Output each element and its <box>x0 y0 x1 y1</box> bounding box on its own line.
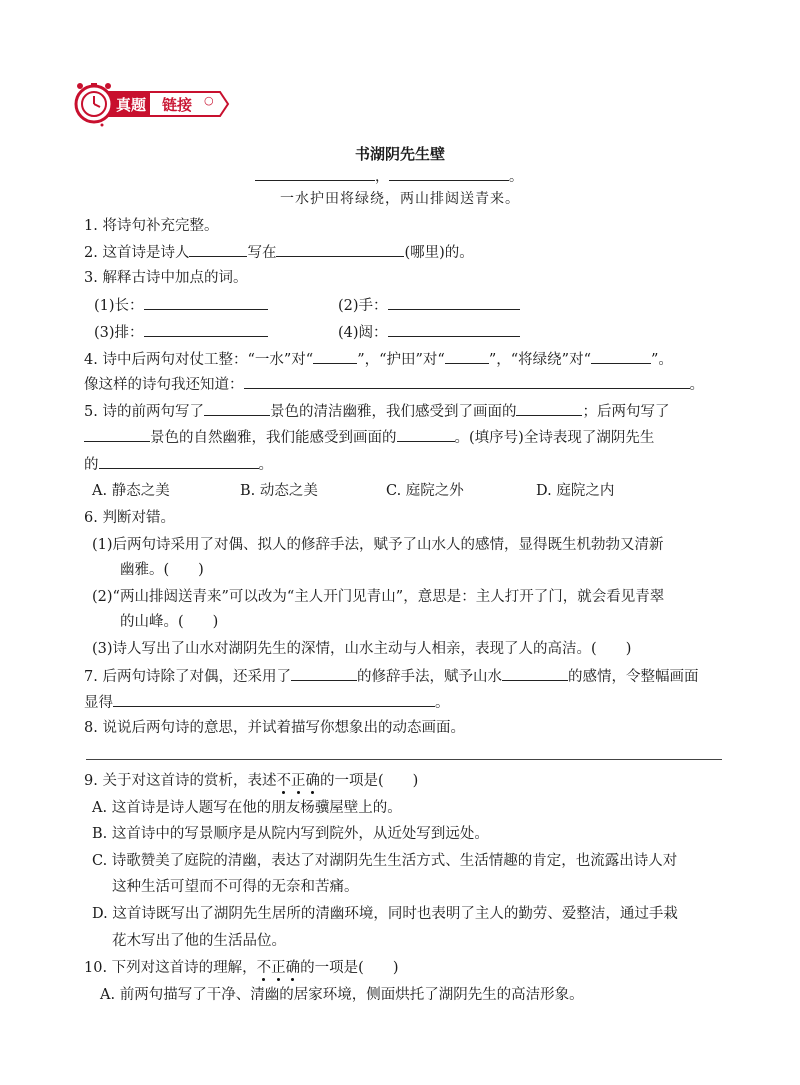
q3-item-4-label: (4)闼： <box>338 325 388 341</box>
q2-blank-poet[interactable] <box>189 242 247 257</box>
q9-option-d[interactable]: D. 这首诗既写出了湖阴先生居所的清幽环境，同时也表明了主人的勤劳、爱整洁，通过手栽 <box>92 906 678 922</box>
poem-blank-comma: ， <box>375 169 389 185</box>
q5-blank-2[interactable] <box>516 401 582 416</box>
question-5-line-3 <box>84 454 273 475</box>
q6-item-1-cont[interactable]: 幽雅。( ) <box>120 562 204 578</box>
q3-item-2 <box>338 295 520 316</box>
q10-text-a: 10. 下列对这首诗的理解， <box>84 960 257 976</box>
q9-option-a[interactable]: A. 这首诗是诗人题写在他的朋友杨骥屋壁上的。 <box>92 800 402 816</box>
q10-emphasis-char-1: 正 <box>271 960 286 976</box>
q5-text-c: ；后两句写了 <box>582 404 670 420</box>
q9-text-a: 9. 关于对这首诗的赏析，表述 <box>84 773 277 789</box>
question-6: 6. 判断对错。 <box>84 510 175 526</box>
question-7 <box>84 666 698 687</box>
q4-blank-1[interactable] <box>313 349 357 364</box>
q9-emphasis-char-1: 正 <box>290 773 306 789</box>
q7-text-a: 7. 后两句诗除了对偶，还采用了 <box>84 669 291 685</box>
q2-text-a: 2. 这首诗是诗人 <box>84 245 190 261</box>
poem-blank-1[interactable] <box>255 166 375 181</box>
q5-blank-3[interactable] <box>84 427 150 442</box>
poem-line-2: 一水护田将绿绕，两山排闼送青来。 <box>280 191 520 207</box>
q7-text-b: 的修辞手法，赋予山水 <box>356 669 502 685</box>
q4-text-c: ”，“将绿绕”对“ <box>488 352 591 368</box>
q6-item-2-cont[interactable]: 的山峰。( ) <box>120 614 219 630</box>
q4-text-f: 。 <box>689 377 704 393</box>
question-7-line-2 <box>84 692 450 713</box>
q4-blank-2[interactable] <box>445 349 489 364</box>
q3-item-2-label: (2)手： <box>338 298 388 314</box>
poem-blank-line <box>255 166 523 186</box>
q5-blank-1[interactable] <box>204 401 270 416</box>
q5-text-d: 景色的自然幽雅，我们能感受到画面的 <box>150 430 397 446</box>
badge-dot: ○ <box>204 94 214 107</box>
q10-text-b[interactable]: 的一项是( ) <box>300 960 399 976</box>
q7-text-e: 。 <box>435 695 450 711</box>
q2-blank-place[interactable] <box>276 242 404 257</box>
q9-option-d-cont: 花木写出了他的生活品位。 <box>112 933 286 949</box>
q9-text-b[interactable]: 的一项是( ) <box>319 773 419 789</box>
question-5-line-2 <box>84 427 654 448</box>
q3-item-3 <box>94 322 268 343</box>
poem-blank-2[interactable] <box>389 166 509 181</box>
q3-item-3-label: (3)排： <box>94 325 144 341</box>
q9-emphasis-char-2: 确 <box>305 773 320 789</box>
q5-text-a: 5. 诗的前两句写了 <box>84 404 204 420</box>
question-5 <box>84 401 669 422</box>
q8-answer-line[interactable] <box>86 759 722 760</box>
q3-blank-3[interactable] <box>144 322 268 337</box>
q7-blank-1[interactable] <box>291 666 357 681</box>
q5-text-e: 。(填序号)全诗表现了湖阴先生 <box>454 430 655 446</box>
q5-text-b: 景色的清洁幽雅，我们感受到了画面的 <box>269 404 517 420</box>
q4-text-e: 像这样的诗句我还知道： <box>84 377 244 393</box>
q9-emphasis-char-0: 不 <box>276 773 291 789</box>
q10-emphasis-char-2: 确 <box>285 960 301 976</box>
q5-text-g: 。 <box>258 457 273 473</box>
question-4 <box>84 349 673 370</box>
q7-blank-2[interactable] <box>502 666 568 681</box>
question-4-line-2 <box>84 374 704 395</box>
question-3: 3. 解释古诗中加点的词。 <box>84 270 248 286</box>
q9-option-c-cont: 这种生活可望而不可得的无奈和苦痛。 <box>112 879 359 895</box>
q3-blank-2[interactable] <box>388 295 520 310</box>
q6-item-1: (1)后两句诗采用了对偶、拟人的修辞手法，赋予了山水人的感情，显得既生机勃勃又清新 <box>92 537 664 553</box>
q2-text-b: 写在 <box>247 245 277 261</box>
q9-option-c[interactable]: C. 诗歌赞美了庭院的清幽，表达了对湖阴先生生活方式、生活情趣的肯定，也流露出诗人对 <box>92 853 678 869</box>
q10-emphasis <box>257 960 301 976</box>
q3-item-1-label: (1)长： <box>94 298 144 314</box>
q5-option-d[interactable]: D. 庭院之内 <box>536 483 615 499</box>
q5-text-f: 的 <box>84 457 99 473</box>
question-9 <box>84 771 418 791</box>
poem-title: 书湖阴先生壁 <box>354 145 445 163</box>
question-1: 1. 将诗句补充完整。 <box>84 218 219 234</box>
q4-text-d: ”。 <box>651 352 673 368</box>
q5-option-c[interactable]: C. 庭院之外 <box>386 483 464 499</box>
q9-option-b[interactable]: B. 这首诗中的写景顺序是从院内写到院外，从近处写到远处。 <box>92 826 489 842</box>
q3-blank-4[interactable] <box>388 322 520 337</box>
question-2 <box>84 242 474 263</box>
q6-item-2: (2)“两山排闼送青来”可以改为“主人开门见青山”，意思是：主人打开了门，就会看见青翠 <box>92 589 665 605</box>
q9-emphasis <box>276 773 320 789</box>
q6-item-3[interactable]: (3)诗人写出了山水对湖阴先生的深情，山水主动与人相亲，表现了人的高洁。( ) <box>92 641 632 657</box>
q4-text-a: 4. 诗中后两句对仗工整：“一水”对“ <box>84 352 314 368</box>
q3-item-4 <box>338 322 520 343</box>
q5-option-b[interactable]: B. 动态之美 <box>240 483 318 499</box>
q4-blank-example[interactable] <box>244 374 690 389</box>
q4-text-b: ”，“护田”对“ <box>357 352 445 368</box>
q4-blank-3[interactable] <box>591 349 651 364</box>
q5-option-a[interactable]: A. 静态之美 <box>92 483 170 499</box>
badge-right-label: 链接 <box>162 96 193 114</box>
question-10 <box>84 958 399 978</box>
q7-text-d: 显得 <box>84 695 113 711</box>
zhenti-lianjie-badge <box>72 80 232 130</box>
question-8: 8. 说说后两句诗的意思，并试着描写你想象出的动态画面。 <box>84 720 465 736</box>
q5-blank-5[interactable] <box>99 454 259 469</box>
q3-blank-1[interactable] <box>144 295 268 310</box>
q5-blank-4[interactable] <box>397 427 455 442</box>
q7-text-c: 的感情，令整幅画面 <box>567 669 699 685</box>
q2-text-c: (哪里)的。 <box>404 245 474 261</box>
q7-blank-3[interactable] <box>113 692 435 707</box>
poem-blank-end: 。 <box>509 169 523 185</box>
badge-left-label: 真题 <box>116 96 147 114</box>
q10-option-a[interactable]: A. 前两句描写了干净、清幽的居家环境，侧面烘托了湖阴先生的高洁形象。 <box>100 987 584 1003</box>
q10-emphasis-char-0: 不 <box>256 960 272 976</box>
q3-item-1 <box>94 295 268 316</box>
